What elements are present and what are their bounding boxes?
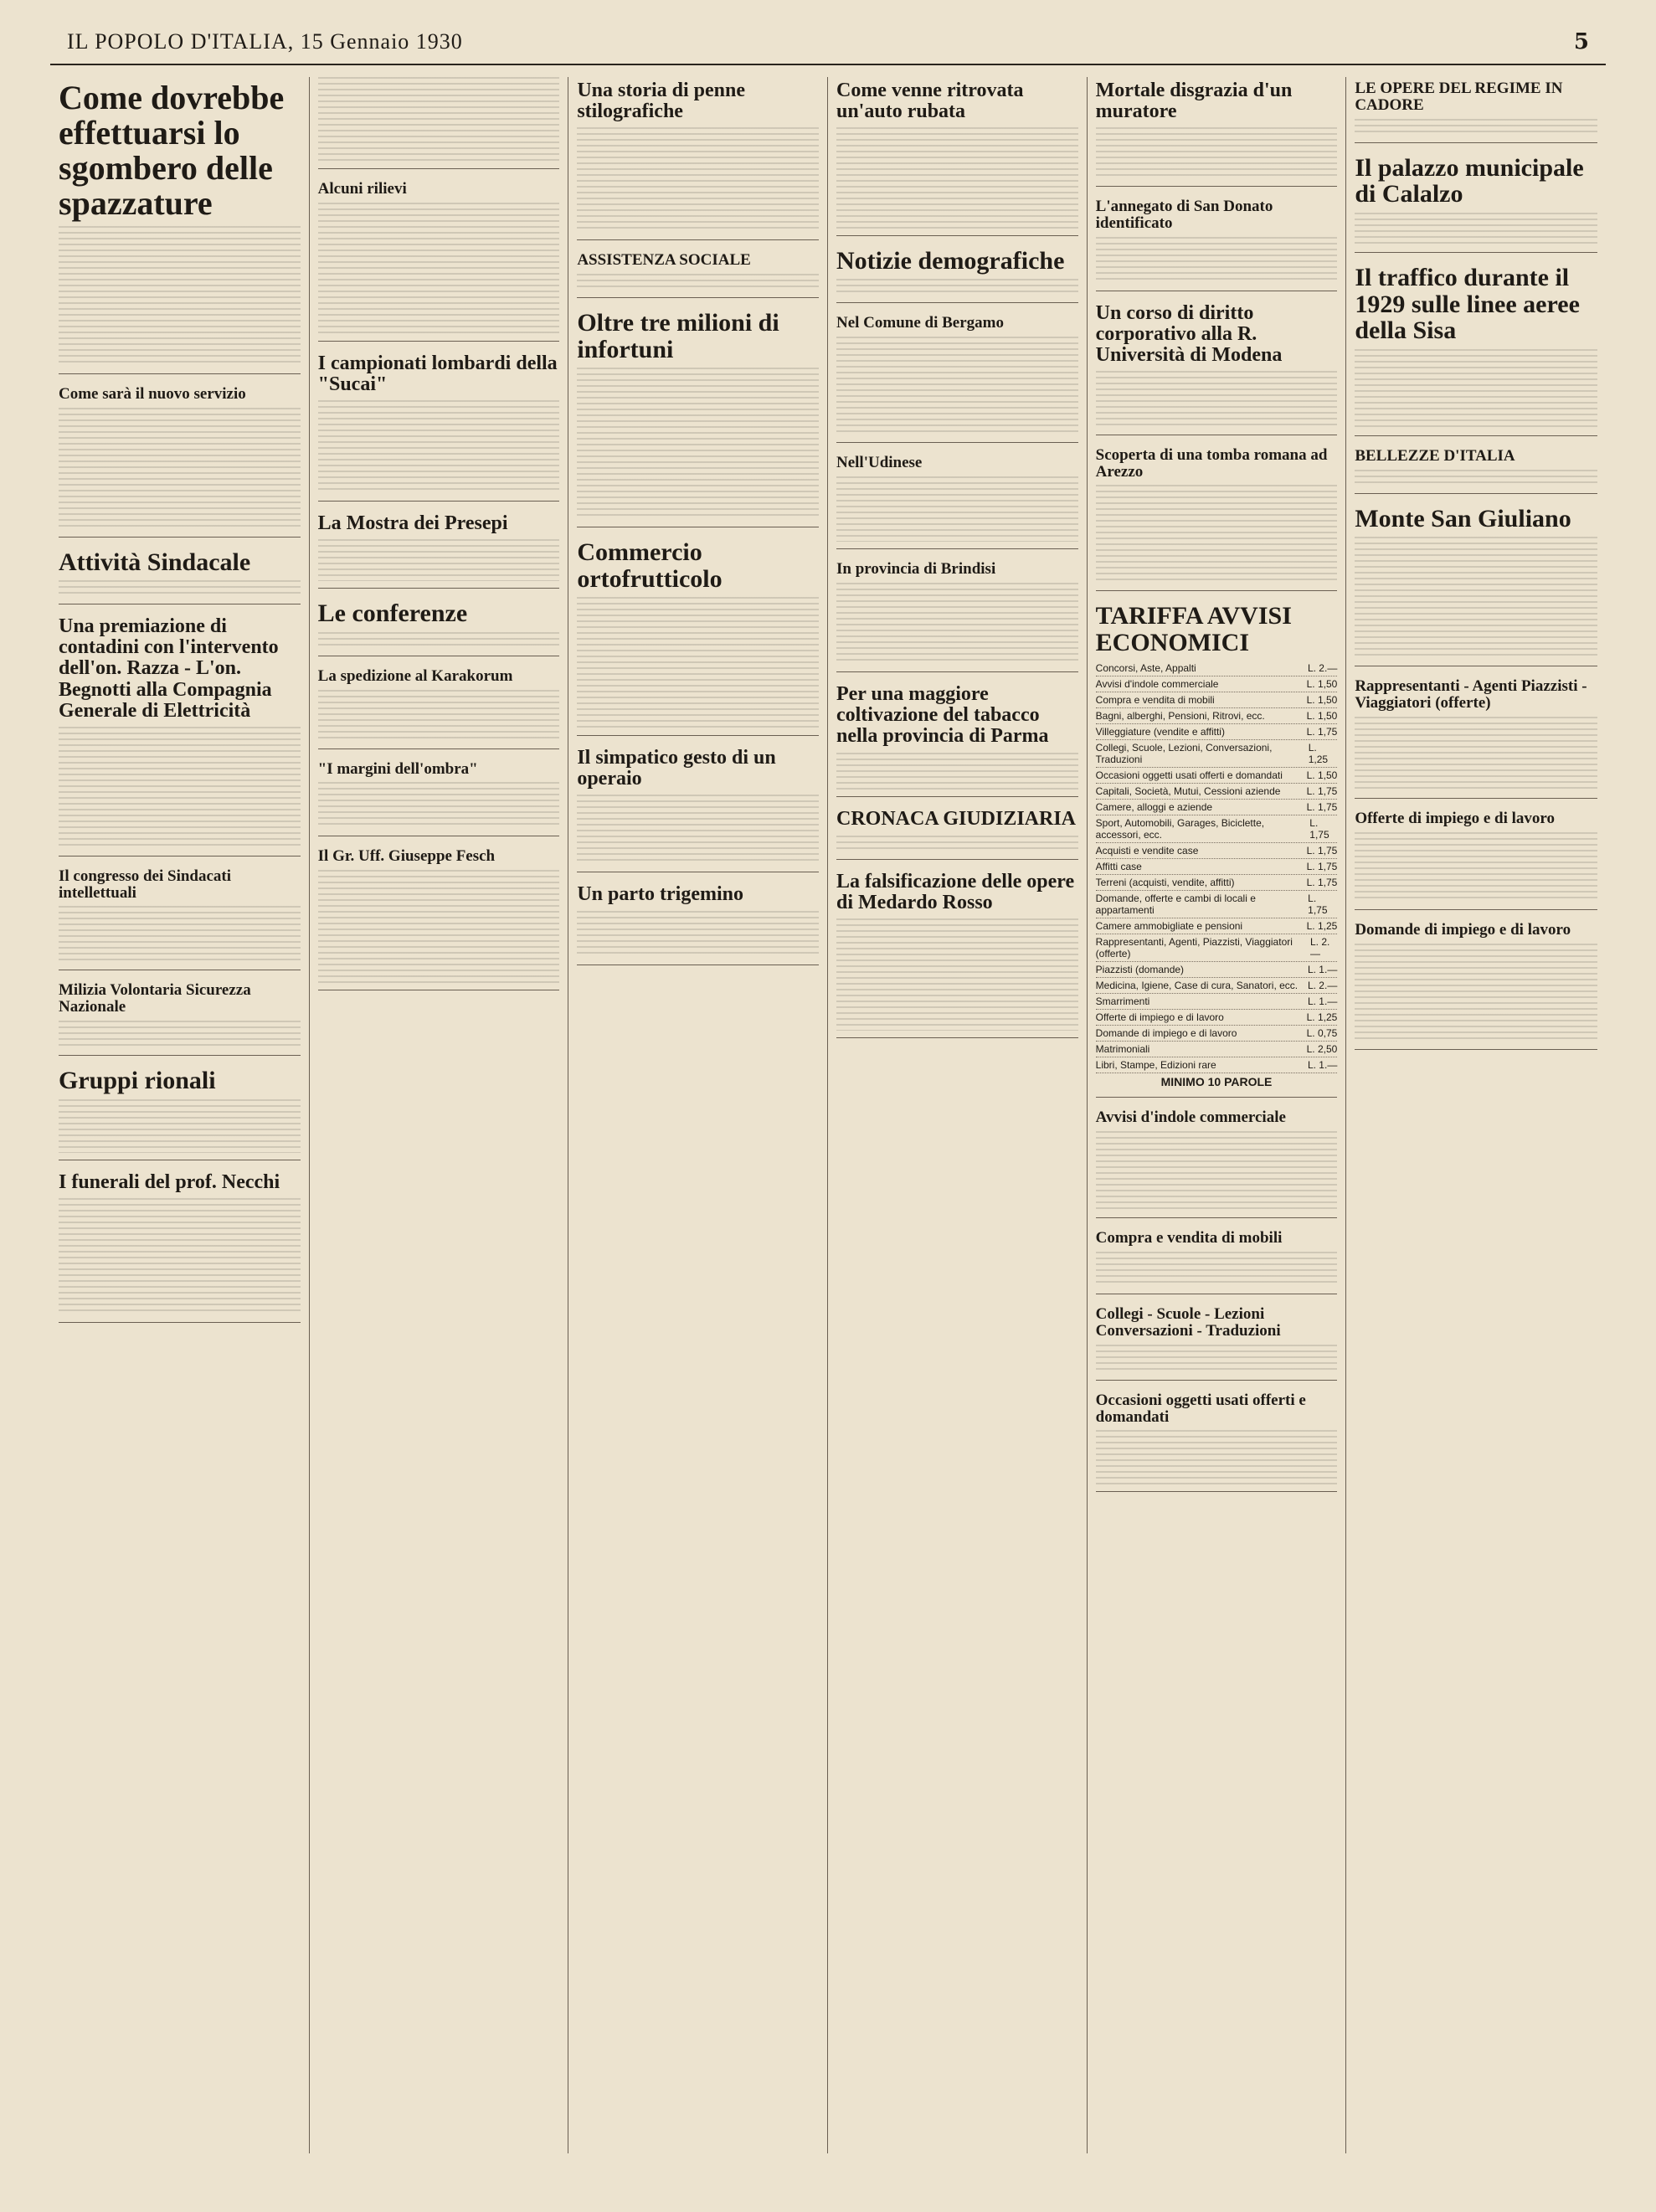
headline: Notizie demografiche — [836, 246, 1065, 275]
story — [1096, 1109, 1338, 1218]
body-text-placeholder — [1096, 1345, 1338, 1373]
body-text-placeholder — [59, 727, 301, 849]
ads-footer: MINIMO 10 PAROLE — [1160, 1075, 1273, 1089]
tariff-row: Domande di impiego e di lavoro L. 0,75 — [1096, 1026, 1338, 1042]
story — [318, 848, 560, 990]
column-5 — [1088, 77, 1347, 2153]
headline: BELLEZZE D'ITALIA — [1355, 446, 1515, 465]
headline: In provincia di Brindisi — [836, 560, 996, 579]
body-text-placeholder — [1355, 717, 1597, 792]
story — [836, 248, 1078, 304]
tariff-row: Domande, offerte e cambi di locali e appartamenti L. 1,75 — [1096, 891, 1338, 918]
body-text-placeholder — [836, 279, 1078, 296]
story — [318, 761, 560, 837]
masthead-title: IL POPOLO D'ITALIA, 15 Gennaio 1930 — [67, 29, 463, 54]
headline: Collegi - Scuole - Lezioni Conversazioni - Traduzioni — [1095, 1305, 1281, 1340]
body-text-placeholder — [59, 1099, 301, 1153]
tariff-row: Matrimoniali L. 2,50 — [1096, 1042, 1338, 1057]
story — [577, 252, 819, 298]
body-text-placeholder — [59, 226, 301, 367]
story — [577, 539, 819, 736]
headline: I funerali del prof. Necchi — [59, 1170, 280, 1193]
column-6 — [1346, 77, 1606, 2153]
story — [836, 455, 1078, 549]
tariff-row: Sport, Automobili, Garages, Biciclette, accessori, ecc. L. 1,75 — [1096, 815, 1338, 843]
body-text-placeholder — [836, 476, 1078, 542]
tariff-row: Rappresentanti, Agenti, Piazzisti, Viaggiatori (offerte) L. 2.— — [1096, 934, 1338, 962]
body-text-placeholder — [318, 782, 560, 829]
story — [1355, 155, 1597, 253]
headline: La Mostra dei Presepi — [317, 512, 508, 534]
story — [1355, 506, 1597, 666]
tariff-row: Villeggiature (vendite e affitti) L. 1,75 — [1096, 724, 1338, 740]
body-text-placeholder — [59, 1021, 301, 1049]
story — [577, 80, 819, 240]
tariff-row: Piazzisti (domande) L. 1.— — [1096, 962, 1338, 978]
headline: Una storia di penne stilografiche — [577, 80, 746, 123]
headline: Come sarà il nuovo servizio — [59, 385, 246, 403]
body-text-placeholder — [59, 580, 301, 597]
story — [577, 310, 819, 527]
headline: Un corso di diritto corporativo alla R. Università di Modena — [1095, 301, 1283, 367]
headline: Scoperta di una tomba romana ad Arezzo — [1095, 445, 1328, 481]
headline: Il traffico durante il 1929 sulle linee aeree della Sisa — [1355, 264, 1580, 345]
headline: Il congresso dei Sindacati intellettuali — [59, 867, 232, 902]
story — [318, 181, 560, 342]
story — [1096, 303, 1338, 435]
headline: Milizia Volontaria Sicurezza Nazionale — [59, 980, 251, 1016]
body-text-placeholder — [318, 870, 560, 982]
ads-tariff — [1096, 661, 1338, 1088]
headline: CRONACA GIUDIZIARIA — [836, 808, 1077, 831]
story — [318, 668, 560, 749]
story — [1096, 447, 1338, 591]
story — [577, 884, 819, 965]
body-text-placeholder — [1355, 470, 1597, 486]
tariff-row: Capitali, Società, Mutui, Cessioni aziende L. 1,75 — [1096, 784, 1338, 800]
headline: TARIFFA AVVISI ECONOMICI — [1095, 602, 1292, 656]
story — [59, 1067, 301, 1160]
column-1 — [50, 77, 310, 2153]
headline: "I margini dell'ombra" — [317, 759, 478, 778]
headline: La spedizione al Karakorum — [317, 666, 513, 685]
story — [836, 872, 1078, 1039]
column-3 — [568, 77, 828, 2153]
body-text-placeholder — [59, 408, 301, 530]
body-text-placeholder — [318, 400, 560, 494]
tariff-row: Avvisi d'indole commerciale L. 1,50 — [1096, 676, 1338, 692]
headline: Nell'Udinese — [836, 453, 923, 471]
headline: Il simpatico gesto di un operaio — [577, 747, 776, 790]
body-text-placeholder — [1355, 213, 1597, 245]
headline: La falsificazione delle opere di Medardo Rosso — [836, 870, 1075, 913]
tariff-row: Collegi, Scuole, Lezioni, Conversazioni, Traduzioni L. 1,25 — [1096, 740, 1338, 768]
story — [836, 809, 1078, 859]
headline: Le conferenze — [317, 599, 468, 628]
story — [59, 982, 301, 1056]
headline: Alcuni rilievi — [317, 179, 407, 198]
headline: Un parto trigemino — [577, 883, 743, 906]
headline: Gruppi rionali — [59, 1067, 216, 1095]
headline: Offerte di impiego e di lavoro — [1355, 810, 1556, 828]
headline: I campionati lombardi della "Sucai" — [317, 352, 558, 395]
story — [836, 80, 1078, 236]
tariff-row: Terreni (acquisti, vendite, affitti) L. 1,75 — [1096, 875, 1338, 891]
columns — [50, 77, 1606, 2153]
story — [1355, 265, 1597, 436]
headline: Per una maggiore coltivazione del tabacco nella provincia di Parma — [836, 683, 1049, 748]
body-text-placeholder — [318, 632, 560, 649]
story — [577, 748, 819, 872]
headline: ASSISTENZA SOCIALE — [577, 251, 751, 270]
body-text-placeholder — [577, 274, 819, 291]
body-text-placeholder — [1355, 119, 1597, 136]
body-text-placeholder — [1355, 537, 1597, 659]
tariff-row: Offerte di impiego e di lavoro L. 1,25 — [1096, 1010, 1338, 1026]
story — [1096, 1306, 1338, 1380]
headline: Come venne ritrovata un'auto rubata — [836, 80, 1024, 123]
page-number: 5 — [1573, 29, 1589, 54]
headline: Domande di impiego e di lavoro — [1355, 921, 1571, 939]
body-text-placeholder — [1096, 371, 1338, 427]
body-text-placeholder — [1096, 485, 1338, 584]
body-text-placeholder — [836, 337, 1078, 435]
tariff-row: Camere, alloggi e aziende L. 1,75 — [1096, 800, 1338, 815]
headline: Attività Sindacale — [59, 548, 251, 576]
body-text-placeholder — [59, 1198, 301, 1315]
body-text-placeholder — [1096, 1131, 1338, 1211]
body-text-placeholder — [1096, 1252, 1338, 1287]
tariff-row: Acquisti e vendite case L. 1,75 — [1096, 843, 1338, 859]
story — [59, 80, 301, 374]
body-text-placeholder — [836, 918, 1078, 1031]
headline: Rappresentanti - Agenti Piazzisti - Viaggiatori (offerte) — [1355, 676, 1587, 712]
headline: LE OPERE DEL REGIME IN CADORE — [1355, 80, 1563, 114]
body-text-placeholder — [318, 203, 560, 334]
tariff-row: Medicina, Igiene, Case di cura, Sanatori, ecc. L. 2.— — [1096, 978, 1338, 994]
headline: Monte San Giuliano — [1355, 504, 1571, 532]
body-text-placeholder — [836, 836, 1078, 852]
headline: Come dovrebbe effettuarsi lo sgombero delle spazzature — [59, 79, 285, 222]
tariff-row: Concorsi, Aste, Appalti L. 2.— — [1096, 661, 1338, 676]
headline: Occasioni oggetti usati offerti e domandati — [1095, 1391, 1306, 1426]
body-text-placeholder — [1096, 127, 1338, 179]
body-text-placeholder — [836, 583, 1078, 665]
tariff-row: Bagni, alberghi, Pensioni, Ritrovi, ecc. L. 1,50 — [1096, 708, 1338, 724]
story — [59, 616, 301, 857]
headline: L'annegato di San Donato identificato — [1095, 197, 1273, 232]
story — [1096, 1230, 1338, 1294]
story — [1355, 678, 1597, 799]
tariff-row: Libri, Stampe, Edizioni rare L. 1.— — [1096, 1057, 1338, 1073]
body-text-placeholder — [577, 911, 819, 958]
body-text-placeholder — [59, 906, 301, 962]
story — [1096, 198, 1338, 291]
body-text-placeholder — [1355, 349, 1597, 429]
body-text-placeholder — [577, 795, 819, 865]
masthead — [50, 20, 1606, 65]
headline: Commercio ortofrutticolo — [577, 538, 723, 593]
story — [59, 868, 301, 970]
body-text-placeholder — [577, 127, 819, 233]
story — [59, 549, 301, 605]
body-text-placeholder — [1355, 832, 1597, 903]
body-text-placeholder — [1096, 1430, 1338, 1484]
headline: Il palazzo municipale di Calalzo — [1355, 153, 1584, 208]
story — [318, 513, 560, 589]
story — [1096, 80, 1338, 187]
story — [1355, 80, 1597, 143]
story — [1096, 1392, 1338, 1492]
tariff-row: Smarrimenti L. 1.— — [1096, 994, 1338, 1010]
body-text-placeholder — [1096, 237, 1338, 284]
tariff-row: Affitti case L. 1,75 — [1096, 859, 1338, 875]
body-text-placeholder — [836, 753, 1078, 790]
body-text-placeholder — [318, 77, 560, 162]
tariff-row: Camere ammobigliate e pensioni L. 1,25 — [1096, 918, 1338, 934]
story — [1355, 448, 1597, 494]
story — [836, 561, 1078, 672]
column-2 — [310, 77, 569, 2153]
story — [318, 600, 560, 656]
story — [59, 1172, 301, 1323]
story — [836, 315, 1078, 443]
headline: Avvisi d'indole commerciale — [1095, 1109, 1286, 1127]
body-text-placeholder — [836, 127, 1078, 228]
column-4 — [828, 77, 1088, 2153]
headline: Compra e vendita di mobili — [1095, 1229, 1283, 1247]
headline: Oltre tre milioni di infortuni — [577, 309, 779, 363]
story — [1355, 810, 1597, 910]
headline: Nel Comune di Bergamo — [836, 314, 1004, 332]
headline: Il Gr. Uff. Giuseppe Fesch — [317, 847, 496, 866]
body-text-placeholder — [577, 368, 819, 520]
tariff-row: Occasioni oggetti usati offerti e domandati L. 1,50 — [1096, 768, 1338, 784]
headline: Una premiazione di contadini con l'intervento dell'on. Razza - L'on. Begnotti alla Compagnia Generale di Elettricità — [59, 615, 279, 722]
headline: Mortale disgrazia d'un muratore — [1095, 80, 1293, 123]
story — [836, 684, 1078, 797]
story — [318, 353, 560, 502]
tariff-row: Compra e vendita di mobili L. 1,50 — [1096, 692, 1338, 708]
story — [1355, 922, 1597, 1050]
story — [318, 77, 560, 169]
story — [1096, 603, 1338, 1098]
body-text-placeholder — [577, 597, 819, 728]
body-text-placeholder — [318, 539, 560, 581]
body-text-placeholder — [318, 690, 560, 742]
body-text-placeholder — [1355, 944, 1597, 1042]
story — [59, 386, 301, 538]
